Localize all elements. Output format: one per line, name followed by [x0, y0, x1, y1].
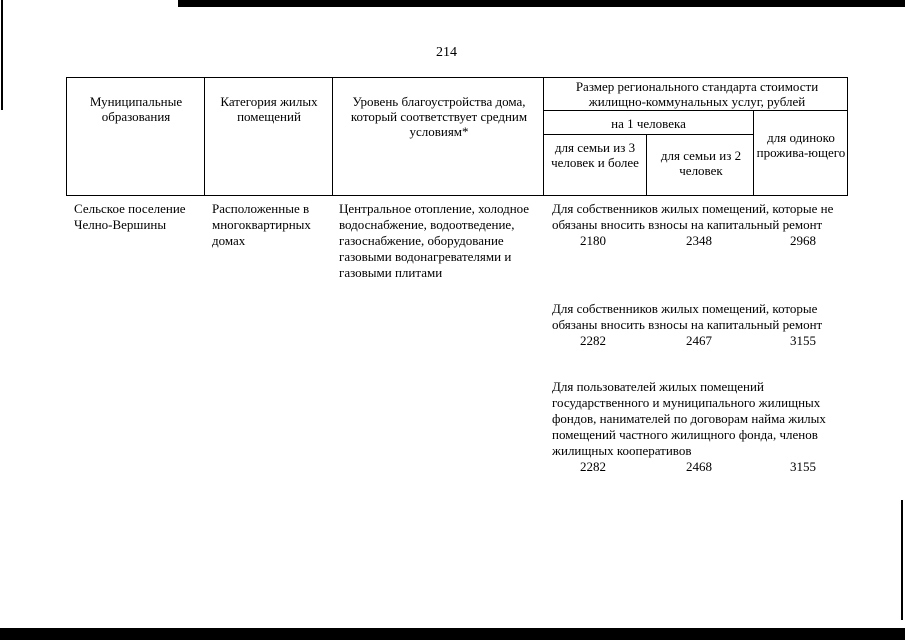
- header-single: для одиноко прожива-ющего: [756, 130, 846, 160]
- section-owners-capital-repair: [552, 301, 852, 349]
- section-values: [552, 459, 852, 475]
- section-owners-no-capital-repair: [552, 201, 852, 249]
- grid-line-v3: [543, 77, 544, 196]
- section-values: [552, 333, 852, 349]
- grid-line-bottom: [66, 195, 848, 196]
- section-values: [552, 233, 852, 249]
- header-family3: для семьи из 3 человек и более: [551, 140, 639, 170]
- value-family3: 2282: [580, 459, 606, 474]
- section-tenants: [552, 379, 852, 475]
- grid-line-v0: [66, 77, 67, 196]
- value-family2: 2467: [686, 333, 712, 348]
- value-family2: 2348: [686, 233, 712, 248]
- value-single: 3155: [790, 333, 816, 348]
- scan-border-bottom: [0, 628, 905, 640]
- header-family2: для семьи из 2 человек: [660, 148, 742, 178]
- value-family3: 2282: [580, 333, 606, 348]
- cell-level: Центральное отопление, холодное водоснабжение, водоотведение, газоснабжение, оборудование газовыми водонагревателями и газовыми плитами: [339, 201, 530, 280]
- value-family3: 2180: [580, 233, 606, 248]
- cell-municipality: Сельское поселение Челно-Вершины: [74, 201, 186, 232]
- section-label: Для пользователей жилых помещений государственного и муниципального жилищных фондов, нанимателей по договорам найма жилых помещений частного жилищного фонда, членов жилищных кооперативов: [552, 379, 826, 458]
- grid-line-v1: [204, 77, 205, 196]
- scan-edge-right: [901, 500, 903, 620]
- section-label: Для собственников жилых помещений, которые не обязаны вносить взносы на капитальный ремонт: [552, 201, 834, 232]
- grid-line-h2: [543, 134, 753, 135]
- scan-edge-left: [1, 0, 3, 110]
- header-category: Категория жилых помещений: [220, 94, 318, 124]
- value-single: 3155: [790, 459, 816, 474]
- header-municipality: Муниципальные образования: [89, 94, 183, 124]
- page-number: 214: [436, 45, 457, 60]
- grid-line-v6: [847, 77, 848, 196]
- header-per-person: на 1 человека: [611, 116, 686, 131]
- grid-line-v2: [332, 77, 333, 196]
- section-label: Для собственников жилых помещений, которые обязаны вносить взносы на капитальный ремонт: [552, 301, 823, 332]
- grid-line-top: [66, 77, 848, 78]
- grid-line-v4: [646, 134, 647, 196]
- table-header-grid: [66, 77, 848, 196]
- header-standard-size: Размер регионального стандарта стоимости жилищно-коммунальных услуг, рублей: [575, 79, 819, 109]
- scan-border-top: [178, 0, 905, 7]
- grid-line-v5: [753, 110, 754, 196]
- value-single: 2968: [790, 233, 816, 248]
- header-level: Уровень благоустройства дома, который соответствует средним условиям*: [350, 94, 528, 139]
- grid-line-h1: [543, 110, 848, 111]
- cell-category: Расположенные в многоквартирных домах: [212, 201, 311, 248]
- value-family2: 2468: [686, 459, 712, 474]
